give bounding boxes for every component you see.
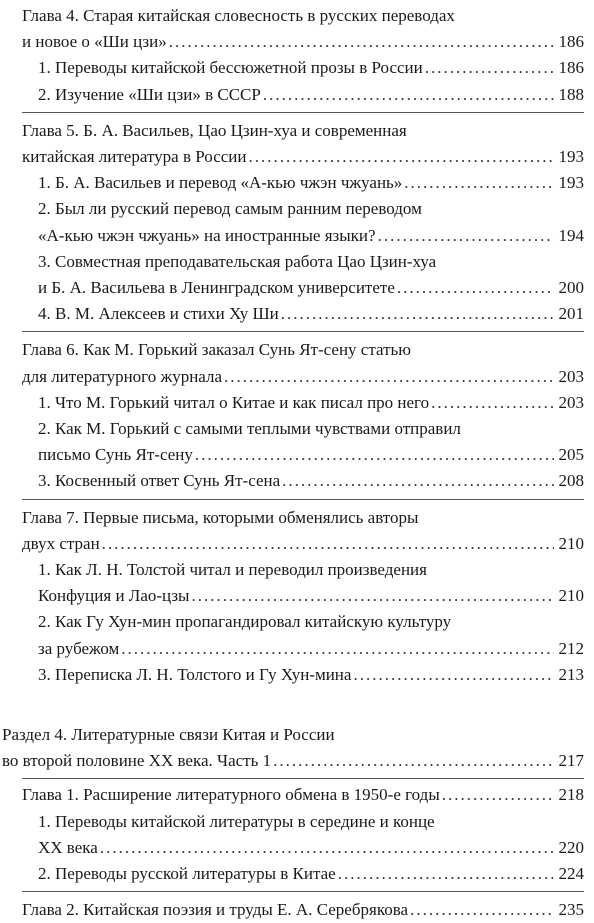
- toc-section-entry-cont: за рубежом ..... 212: [38, 636, 584, 662]
- toc-section-entry: 2. Изучение «Ши цзи» в СССР ..... 188: [38, 82, 584, 108]
- toc-section-entry: 1. Как Л. Н. Толстой читал и переводил произведения: [38, 560, 427, 579]
- toc-section-entry-cont: «А-кью чжэн чжуань» на иностранные языки? ..... 194: [38, 223, 584, 249]
- toc-section-entry: 1. Переводы китайской литературы в середине и конце: [38, 812, 435, 831]
- toc-chapter-heading: Глава 7. Первые письма, которыми обменялись авторы: [22, 508, 419, 527]
- toc-section-entry: 2. Был ли русский перевод самым ранним переводом: [38, 199, 422, 218]
- toc-section-entry: 3. Косвенный ответ Сунь Ят-сена ..... 208: [38, 468, 584, 494]
- toc-chapter-heading: Глава 2. Китайская поэзия и труды Е. А. Серебрякова ..... 235: [22, 897, 584, 923]
- toc-section-entry-cont: и Б. А. Васильева в Ленинградском университете ..... 200: [38, 275, 584, 301]
- toc-section-entry: 3. Переписка Л. Н. Толстого и Гу Хун-мина ..... 213: [38, 662, 584, 688]
- toc-section-entry-cont: письмо Сунь Ят-сену ..... 205: [38, 442, 584, 468]
- toc-chapter-heading-cont: и новое о «Ши цзи» ..... 186: [22, 29, 584, 55]
- divider: [22, 112, 584, 113]
- toc-section-entry: 2. Как М. Горький с самыми теплыми чувствами отправил: [38, 419, 461, 438]
- toc-chapter-heading-cont: двух стран ..... 210: [22, 531, 584, 557]
- divider: [22, 891, 584, 892]
- toc-chapter-heading: Глава 6. Как М. Горький заказал Сунь Ят-сену статью: [22, 340, 411, 359]
- toc-chapter-heading-cont: китайская литература в России ..... 193: [22, 144, 584, 170]
- divider: [22, 499, 584, 500]
- divider: [22, 778, 584, 779]
- toc-part-heading-cont: во второй половине XX века. Часть 1 ..... 217: [2, 748, 584, 774]
- toc-chapter-heading: Глава 1. Расширение литературного обмена в 1950-е годы ..... 218: [22, 782, 584, 808]
- toc-section-entry: 2. Как Гу Хун-мин пропагандировал китайскую культуру: [38, 612, 452, 631]
- toc-chapter-heading-cont: для литературного журнала ..... 203: [22, 364, 584, 390]
- toc-chapter-heading: Глава 4. Старая китайская словесность в русских переводах: [22, 6, 455, 25]
- toc-section-entry-cont: Конфуция и Лао-цзы ..... 210: [38, 583, 584, 609]
- toc-chapter-heading: Глава 5. Б. А. Васильев, Цао Цзин-хуа и современная: [22, 121, 407, 140]
- toc-section-entry: 2. Переводы русской литературы в Китае ..... 224: [38, 861, 584, 887]
- toc-section-entry: 1. Переводы китайской бессюжетной прозы в России ..... 186: [38, 55, 584, 81]
- divider: [22, 331, 584, 332]
- toc-section-entry-cont: XX века ..... 220: [38, 835, 584, 861]
- toc-section-entry: 1. Б. А. Васильев и перевод «А-кью чжэн чжуань» ..... 193: [38, 170, 584, 196]
- toc-section-entry: 1. Что М. Горький читал о Китае и как писал про него ..... 203: [38, 390, 584, 416]
- toc-section-entry: 3. Совместная преподавательская работа Цао Цзин-хуа: [38, 252, 437, 271]
- toc-section-entry: 4. В. М. Алексеев и стихи Ху Ши ..... 201: [38, 301, 584, 327]
- toc-part-heading: Раздел 4. Литературные связи Китая и России: [2, 725, 335, 744]
